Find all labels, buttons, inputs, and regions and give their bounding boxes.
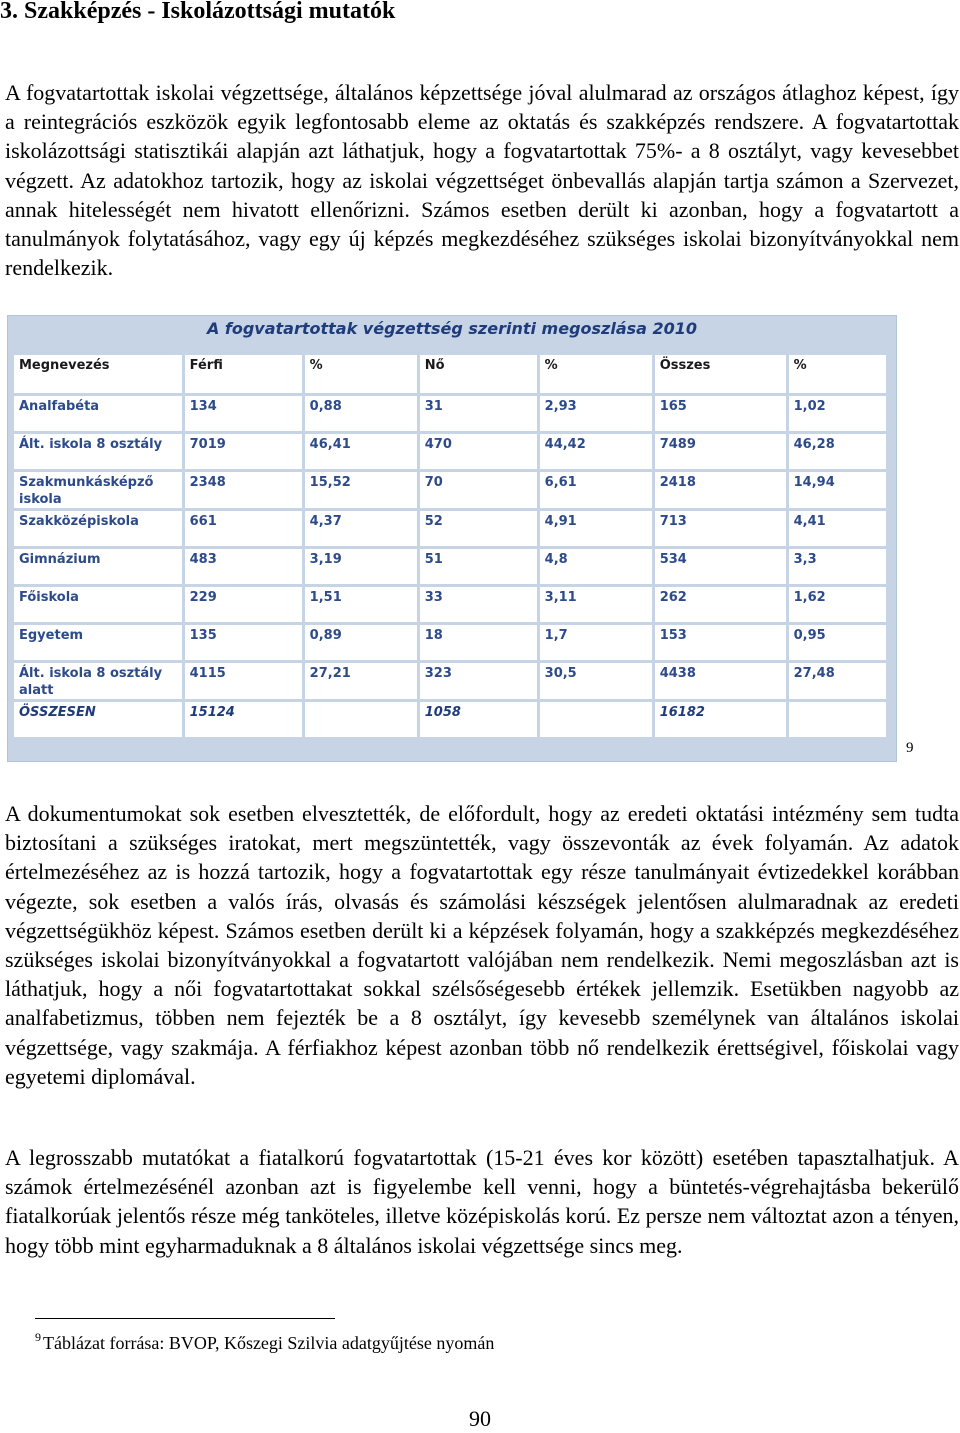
table-cell: 52 bbox=[420, 511, 537, 546]
table-header-row bbox=[14, 355, 886, 393]
table-row-label: Analfabéta bbox=[14, 396, 182, 431]
table-header-cell: Összes bbox=[655, 355, 786, 393]
table-cell: 18 bbox=[420, 625, 537, 660]
table-cell bbox=[305, 702, 417, 737]
education-data-table bbox=[11, 352, 889, 740]
table-cell: 713 bbox=[655, 511, 786, 546]
table-cell: 14,94 bbox=[789, 472, 886, 508]
table-header-cell: Férfi bbox=[185, 355, 302, 393]
table-cell: 0,95 bbox=[789, 625, 886, 660]
table-cell: 3,19 bbox=[305, 549, 417, 584]
table-row bbox=[14, 396, 886, 431]
table-cell: 0,88 bbox=[305, 396, 417, 431]
table-row bbox=[14, 663, 886, 699]
table-cell: 134 bbox=[185, 396, 302, 431]
section-heading: 3. Szakképzés - Iskolázottsági mutatók bbox=[0, 0, 396, 24]
table-row bbox=[14, 511, 886, 546]
table-cell: 15124 bbox=[185, 702, 302, 737]
table-cell: 46,28 bbox=[789, 434, 886, 469]
footnote-marker: 9 bbox=[35, 1330, 41, 1344]
table-row bbox=[14, 549, 886, 584]
table-cell: 3,11 bbox=[540, 587, 652, 622]
table-cell: 16182 bbox=[655, 702, 786, 737]
table-cell: 661 bbox=[185, 511, 302, 546]
table-row-label: Ált. iskola 8 osztály alatt bbox=[14, 663, 182, 699]
table-cell: 262 bbox=[655, 587, 786, 622]
table-cell: 4,91 bbox=[540, 511, 652, 546]
paragraph-documents: A dokumentumokat sok esetben elvesztették, de előfordult, hogy az eredeti oktatási intézmény sem tudta biztosítani a szükséges iratokat, mert megszüntették, vagy összevonták az évek folyamán. Az adatok értelmezéséhez az is hozzá tartozik, hogy a fogvatartottak egy része tanulmányait évtizedekkel korábban végezte, sok esetben a valós írás, olvasás és számolási készségek jelentősen alulmaradnak az eredeti végzettségükhöz képest. Számos esetben derült ki a képzések folyamán, hogy a szakképzés megkezdéséhez szükséges iskolai bizonyítványokkal a fogvatartott valójában nem rendelkezik. Nemi megoszlásban azt is láthatjuk, hogy a női fogvatartottakat sokkal szélsőségesebb értékek jellemzik. Esetükben nagyobb az analfabetizmus, többen nem fejezték be a 8 osztályt, így kevesebb személynek van általános iskolai végzettsége, vagy szakmája. A férfiakhoz képest azonban több nő rendelkezik érettségivel, főiskolai vagy egyetemi diplomával. bbox=[5, 801, 959, 1089]
table-row-label: Főiskola bbox=[14, 587, 182, 622]
table-cell: 6,61 bbox=[540, 472, 652, 508]
table-cell: 165 bbox=[655, 396, 786, 431]
table-cell: 7019 bbox=[185, 434, 302, 469]
table-row-label: Szakközépiskola bbox=[14, 511, 182, 546]
table-cell: 323 bbox=[420, 663, 537, 699]
table-header-cell: % bbox=[789, 355, 886, 393]
table-cell: 30,5 bbox=[540, 663, 652, 699]
table-cell: 534 bbox=[655, 549, 786, 584]
table-title: A fogvatartottak végzettség szerinti megoszlása 2010 bbox=[206, 319, 698, 338]
table-cell: 2,93 bbox=[540, 396, 652, 431]
table-cell: 4,41 bbox=[789, 511, 886, 546]
paragraph-juveniles: A legrosszabb mutatókat a fiatalkorú fogvatartottak (15-21 éves kor között) esetében tapasztalhatjuk. A számok értelmezésénél azonban azt is figyelembe kell venni, hogy a büntetés-végrehajtásba bekerülő fiatalkorúak jelentős része még tanköteles, illetve középiskolás korú. Ez persze nem változtat azon a tényen, hogy több mint egyharmaduknak a 8 általános iskolai végzettsége sincs meg. bbox=[5, 1145, 959, 1258]
table-cell: 27,48 bbox=[789, 663, 886, 699]
table-row-label: Szakmunkásképző iskola bbox=[14, 472, 182, 508]
table-header-cell: Megnevezés bbox=[14, 355, 182, 393]
table-cell: 46,41 bbox=[305, 434, 417, 469]
table-row-label: Gimnázium bbox=[14, 549, 182, 584]
footnote-text: Táblázat forrása: BVOP, Kőszegi Szilvia adatgyűjtése nyomán bbox=[43, 1333, 495, 1353]
table-cell: 4438 bbox=[655, 663, 786, 699]
table-cell: 44,42 bbox=[540, 434, 652, 469]
table-cell: 7489 bbox=[655, 434, 786, 469]
table-cell: 27,21 bbox=[305, 663, 417, 699]
table-cell: 31 bbox=[420, 396, 537, 431]
table-row-label: Egyetem bbox=[14, 625, 182, 660]
page-number: 90 bbox=[469, 1406, 491, 1431]
table-row bbox=[14, 625, 886, 660]
table-row bbox=[14, 702, 886, 737]
table-cell: 70 bbox=[420, 472, 537, 508]
table-cell: 2418 bbox=[655, 472, 786, 508]
paragraph-intro: A fogvatartottak iskolai végzettsége, általános képzettsége jóval alulmarad az országos átlaghoz képest, így a reintegrációs eszközök egyik legfontosabb eleme az oktatás és szakképzés rendszere. A fogvatartottak iskolázottsági statisztikái alapján azt láthatjuk, hogy a fogvatartottak 75%- a 8 osztályt, vagy kevesebbet végzett. Az adatokhoz tartozik, hogy az iskolai végzettséget önbevallás alapján tartja számon a Szervezet, annak hitelességét nem hivatott ellenőrizni. Számos esetben derült ki azonban, hogy a fogvatartott a tanulmányok folytatásához, vagy egy új képzés megkezdéséhez szükséges iskolai bizonyítványokkal nem rendelkezik. bbox=[5, 80, 959, 281]
table-row-label: ÖSSZESEN bbox=[14, 702, 182, 737]
table-row bbox=[14, 434, 886, 469]
table-cell: 33 bbox=[420, 587, 537, 622]
table-row-label: Ált. iskola 8 osztály bbox=[14, 434, 182, 469]
footnote-reference: 9 bbox=[906, 740, 914, 756]
table-cell bbox=[789, 702, 886, 737]
table-cell: 1,62 bbox=[789, 587, 886, 622]
footnote bbox=[35, 1330, 494, 1354]
table-cell: 1,7 bbox=[540, 625, 652, 660]
education-table bbox=[7, 315, 897, 762]
table-cell: 3,3 bbox=[789, 549, 886, 584]
footnote-separator bbox=[35, 1318, 335, 1319]
table-header-cell: % bbox=[540, 355, 652, 393]
table-row bbox=[14, 472, 886, 508]
table-header-cell: % bbox=[305, 355, 417, 393]
table-cell: 4,8 bbox=[540, 549, 652, 584]
table-cell: 0,89 bbox=[305, 625, 417, 660]
table-cell: 4,37 bbox=[305, 511, 417, 546]
table-cell: 153 bbox=[655, 625, 786, 660]
table-cell: 470 bbox=[420, 434, 537, 469]
table-cell: 135 bbox=[185, 625, 302, 660]
table-cell: 1058 bbox=[420, 702, 537, 737]
table-row bbox=[14, 587, 886, 622]
table-cell: 2348 bbox=[185, 472, 302, 508]
table-cell: 4115 bbox=[185, 663, 302, 699]
table-cell: 1,02 bbox=[789, 396, 886, 431]
table-header-cell: Nő bbox=[420, 355, 537, 393]
table-cell: 483 bbox=[185, 549, 302, 584]
table-cell: 1,51 bbox=[305, 587, 417, 622]
table-cell: 229 bbox=[185, 587, 302, 622]
table-cell: 15,52 bbox=[305, 472, 417, 508]
table-cell: 51 bbox=[420, 549, 537, 584]
table-cell bbox=[540, 702, 652, 737]
